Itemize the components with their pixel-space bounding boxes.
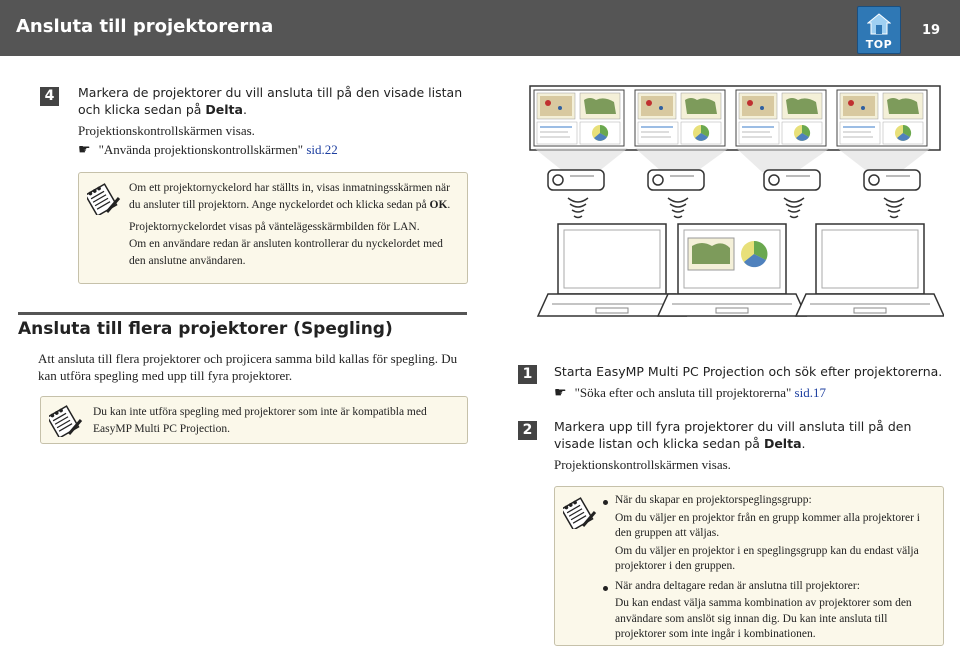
step1-instruction: Starta EasyMP Multi PC Projection och sök efter projektorerna. bbox=[554, 364, 943, 379]
page-number: 19 bbox=[922, 23, 941, 38]
note2-bullet-2-para-1: Du kan endast välja samma kombination av projektorer som den användare som anslöt sig innan dig. Du kan inte ansluta till projektorer som inte ingår i kombinationen. bbox=[615, 597, 912, 640]
page-header bbox=[0, 0, 960, 56]
section-divider bbox=[18, 312, 467, 315]
step2-instruction: Markera upp till fyra projektorer du vill ansluta till på den visade listan och klicka sedan på Delta. bbox=[554, 419, 912, 451]
mirroring-illustration bbox=[528, 84, 944, 324]
step4-page-link[interactable]: sid.22 bbox=[306, 142, 338, 157]
step-number-1: 1 bbox=[518, 365, 537, 384]
top-button[interactable] bbox=[857, 6, 901, 54]
pointing-hand-icon: ☛ bbox=[78, 143, 91, 158]
note1-paragraph-2: Projektornyckelordet visas på väntelägesskärmbilden för LAN. bbox=[129, 221, 420, 233]
pointing-hand-icon: ☛ bbox=[554, 386, 567, 401]
step4-instruction: Markera de projektorer du vill ansluta till på den visade listan och klicka sedan på Delta. bbox=[78, 85, 463, 117]
note-box-compatibility bbox=[40, 396, 468, 444]
note-pencil-icon bbox=[563, 495, 597, 529]
step4-reference: ☛ "Använda projektionskontrollskärmen" sid.22 bbox=[78, 142, 338, 158]
note1-paragraph-1: Om ett projektornyckelord har ställts in, visas inmatningsskärmen när du ansluter till projektorn. Ange nyckelordet och klicka sedan på OK. bbox=[129, 182, 451, 211]
step1-page-link[interactable]: sid.17 bbox=[794, 385, 826, 400]
note-pencil-icon bbox=[87, 181, 121, 215]
step2-result: Projektionskontrollskärmen visas. bbox=[554, 457, 731, 472]
home-icon bbox=[867, 13, 891, 35]
note1-paragraph-3: Om en användare redan är ansluten kontrollerar du nyckelordet med den anslutne användaren. bbox=[129, 238, 443, 267]
note2-bullet-1-para-1: Om du väljer en projektor från en grupp kommer alla projektorer i den gruppen att väljas. bbox=[615, 511, 920, 539]
note-pencil-icon bbox=[49, 403, 83, 437]
note2-bullet-1-para-2: Om du väljer en projektor i en speglingsgrupp kan du endast välja projektorer i den gruppen. bbox=[615, 544, 919, 572]
top-label: TOP bbox=[865, 38, 893, 51]
step1-reference: ☛ "Söka efter och ansluta till projektorerna" sid.17 bbox=[554, 385, 826, 401]
note-box-mirroring-group bbox=[554, 486, 944, 646]
note-box-keyword bbox=[78, 172, 468, 284]
note2-bullet-2: När andra deltagare redan är anslutna till projektorer: bbox=[615, 579, 860, 592]
page-title: Ansluta till projektorerna bbox=[16, 16, 274, 37]
step-number-4: 4 bbox=[40, 87, 59, 106]
section-note-text: Du kan inte utföra spegling med projektorer som inte är kompatibla med EasyMP Multi PC Projection. bbox=[93, 406, 427, 435]
section-heading: Ansluta till flera projektorer (Spegling) bbox=[18, 319, 393, 339]
step-number-2: 2 bbox=[518, 421, 537, 440]
step4-result: Projektionskontrollskärmen visas. bbox=[78, 123, 255, 138]
note2-bullet-1: När du skapar en projektorspeglingsgrupp: bbox=[615, 494, 812, 506]
section-intro: Att ansluta till flera projektorer och projicera samma bild kallas för spegling. Du kan utföra spegling med upp till fyra projektorer. bbox=[38, 351, 458, 383]
